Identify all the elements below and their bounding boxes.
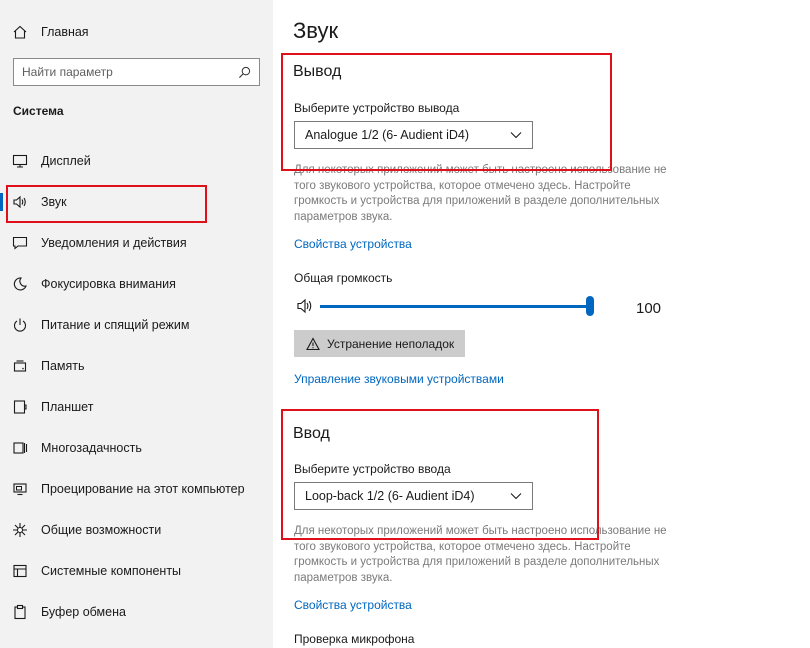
manage-sound-devices-link[interactable]: Управление звуковыми устройствами: [294, 372, 504, 386]
sidebar-item-label: Звук: [41, 195, 67, 209]
sidebar-item-label: Системные компоненты: [41, 564, 182, 578]
sidebar-item-shared[interactable]: [0, 516, 273, 544]
sidebar-item-display[interactable]: [0, 147, 273, 175]
monitor-icon: [12, 153, 28, 169]
sidebar-item-label: Общие возможности: [41, 523, 162, 537]
volume-slider-track[interactable]: [320, 305, 590, 308]
sidebar-item-focus[interactable]: [0, 270, 273, 298]
search-placeholder: Найти параметр: [22, 65, 113, 79]
multitasking-icon: [12, 440, 28, 456]
components-icon: [12, 563, 28, 579]
section-title: Система: [13, 104, 64, 118]
sidebar-item-label: Память: [41, 359, 85, 373]
sidebar-item-label: Буфер обмена: [41, 605, 126, 619]
input-device-properties-link[interactable]: Свойства устройства: [294, 598, 412, 612]
output-device-value: Analogue 1/2 (6- Audient iD4): [305, 128, 469, 142]
input-highlight-box: [281, 409, 599, 540]
input-section-title: Ввод: [293, 425, 330, 442]
moon-icon: [12, 276, 28, 292]
home-icon: [12, 24, 28, 40]
volume-value: 100: [636, 300, 662, 317]
mic-test-label: Проверка микрофона: [294, 632, 415, 646]
warning-icon: [306, 337, 320, 351]
output-device-properties-link[interactable]: Свойства устройства: [294, 237, 412, 251]
sidebar-item-label: Планшет: [41, 400, 94, 414]
input-device-value: Loop-back 1/2 (6- Audient iD4): [305, 489, 475, 503]
sidebar-item-label: Проецирование на этот компьютер: [41, 482, 245, 496]
sidebar-item-label: Многозадачность: [41, 441, 142, 455]
projecting-icon: [12, 481, 28, 497]
tablet-icon: [12, 399, 28, 415]
page-title: Звук: [293, 18, 339, 43]
sidebar-item-storage[interactable]: [0, 352, 273, 380]
sidebar-item-clipboard[interactable]: [0, 598, 273, 626]
speaker-icon[interactable]: [296, 297, 314, 315]
sidebar-item-components[interactable]: [0, 557, 273, 585]
troubleshoot-label: Устранение неполадок: [327, 336, 455, 351]
power-icon: [12, 317, 28, 333]
sidebar-item-multitasking[interactable]: [0, 434, 273, 462]
sidebar-item-label: Фокусировка внимания: [41, 277, 176, 291]
input-note: Для некоторых приложений может быть настроено использование не того звукового устройства, которое отмечено здесь. Настройте громкость и устройства для приложений в разделе дополнительных параметров звука.: [294, 525, 667, 584]
active-indicator: [0, 193, 3, 211]
troubleshoot-button[interactable]: [294, 330, 465, 357]
clipboard-icon: [12, 604, 28, 620]
sidebar-item-label: Дисплей: [41, 154, 91, 168]
output-device-label: Выберите устройство вывода: [294, 101, 460, 115]
sidebar-item-tablet[interactable]: [0, 393, 273, 421]
storage-icon: [12, 358, 28, 374]
sidebar-item-notifications[interactable]: [0, 229, 273, 257]
sidebar-item-label: Питание и спящий режим: [41, 318, 190, 332]
sidebar-item-projecting[interactable]: [0, 475, 273, 503]
search-icon[interactable]: [238, 66, 251, 79]
share-icon: [12, 522, 28, 538]
sidebar-item-label: Уведомления и действия: [41, 236, 187, 250]
output-section-title: Вывод: [293, 63, 342, 80]
search-input[interactable]: [13, 58, 260, 86]
home-label: Главная: [41, 25, 89, 39]
output-highlight-box: [281, 53, 612, 171]
sound-highlight-box: [6, 185, 207, 223]
master-volume-label: Общая громкость: [294, 271, 393, 285]
sidebar: [0, 0, 273, 648]
input-device-label: Выберите устройство ввода: [294, 462, 451, 476]
volume-slider-thumb[interactable]: [586, 296, 594, 316]
sidebar-item-power[interactable]: [0, 311, 273, 339]
home-nav-item[interactable]: [12, 22, 89, 42]
output-note: Для некоторых приложений может быть настроено использование не того звукового устройства, которое отмечено здесь. Настройте громкость и устройства для приложений в разделе дополнительных параметров звука.: [294, 164, 667, 223]
notification-icon: [12, 235, 28, 251]
